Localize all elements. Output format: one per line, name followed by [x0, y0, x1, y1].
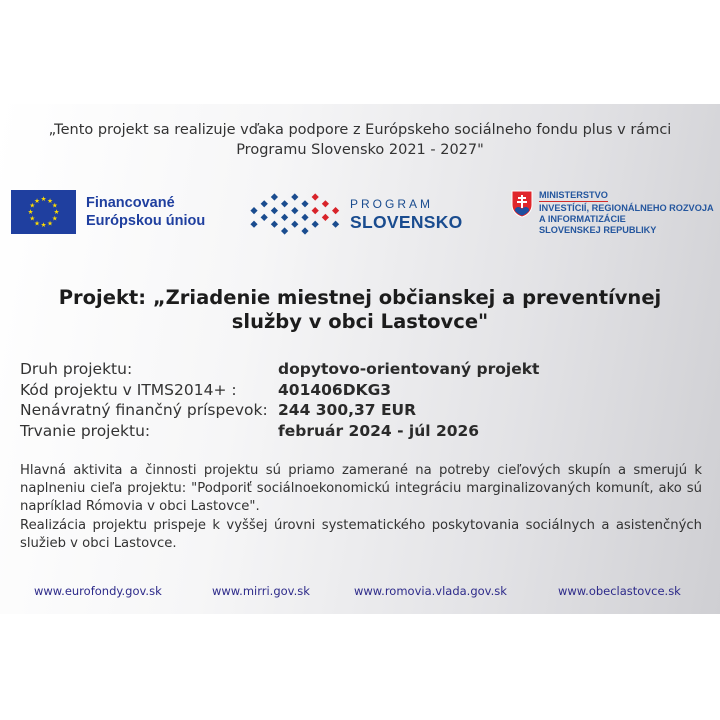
link-mirri[interactable]: www.mirri.gov.sk: [212, 584, 310, 598]
project-description: [20, 462, 702, 553]
eu-star-icon: ★: [51, 214, 58, 223]
program-slovensko-diamond: [250, 221, 257, 228]
funding-statement: [10, 120, 710, 160]
eu-funding-logo: [11, 190, 205, 234]
detail-label: Kód projektu v ITMS2014+ :: [20, 380, 237, 399]
project-title-line-2: služby v obci Lastovce": [231, 310, 489, 333]
link-obeclastovce[interactable]: www.obeclastovce.sk: [558, 584, 681, 598]
detail-value: dopytovo-orientovaný projekt: [278, 360, 540, 379]
program-slovensko-diamond: [312, 207, 319, 214]
program-slovensko-diamond: [291, 221, 298, 228]
ministry-line-4: SLOVENSKEJ REPUBLIKY: [539, 225, 657, 235]
funding-statement-line-1: „Tento projekt sa realizuje vďaka podpore z Európskeho sociálneho fondu plus v rámci: [48, 122, 672, 138]
description-paragraph-1: Hlavná aktivita a činnosti projektu sú priamo zamerané na potreby cieľových skupín a smerujú k naplneniu cieľa projektu: "Podporiť sociálnoekonomickú integráciu marginalizovaných komunít, ako sú napríklad Rómovia v obci Lastovce".: [20, 463, 702, 515]
program-slovensko-logo: [248, 192, 463, 236]
eu-star-icon: ★: [53, 208, 60, 217]
program-slovensko-mark: [248, 192, 342, 236]
eu-star-icon: ★: [40, 221, 47, 230]
eu-star-icon: ★: [34, 196, 40, 205]
program-slovensko-diamond: [261, 214, 268, 221]
project-details: [20, 359, 710, 441]
program-slovensko-diamond: [312, 221, 319, 228]
eu-star-icon: ★: [34, 219, 40, 228]
detail-value: február 2024 - júl 2026: [278, 421, 480, 440]
eu-star-icon: ★: [51, 201, 58, 210]
eu-star-icon: ★: [40, 195, 47, 204]
ministry-logo: [511, 190, 714, 236]
detail-label: Trvanie projektu:: [20, 421, 151, 440]
program-slovensko-diamond: [281, 200, 288, 207]
program-slovensko-diamond: [281, 227, 288, 234]
project-title: [12, 286, 708, 334]
ministry-text: [539, 190, 714, 236]
eu-star-icon: ★: [27, 208, 34, 217]
detail-row: [20, 400, 710, 421]
program-slovensko-diamond: [332, 207, 339, 214]
ministry-line-3: A INFORMATIZÁCIE: [539, 214, 626, 224]
program-slovensko-text: [350, 196, 463, 232]
program-slovensko-bottom: SLOVENSKO: [350, 212, 463, 232]
ministry-line-1: MINISTERSTVO: [539, 190, 608, 200]
program-slovensko-diamond: [301, 214, 308, 221]
website-links: [0, 584, 720, 602]
detail-value: 401406DKG3: [278, 380, 392, 399]
description-paragraph-2: Realizácia projektu prispeje k vyššej úrovni systematického poskytovania sociálnych a asistenčných služieb v obci Lastovce.: [20, 517, 702, 551]
program-slovensko-diamond: [271, 207, 278, 214]
eu-star-icon: ★: [47, 219, 53, 228]
funding-statement-line-2: Programu Slovensko 2021 - 2027": [236, 142, 484, 158]
program-slovensko-diamond: [322, 200, 329, 207]
logo-strip: [0, 188, 720, 244]
program-slovensko-diamond: [271, 221, 278, 228]
program-slovensko-diamond: [250, 207, 257, 214]
detail-label: Druh projektu:: [20, 360, 133, 379]
detail-row: [20, 380, 710, 401]
project-title-line-1: Projekt: „Zriadenie miestnej občianskej a preventívnej: [58, 286, 662, 309]
detail-label: Nenávratný finančný príspevok:: [20, 401, 268, 420]
program-slovensko-diamond: [322, 214, 329, 221]
detail-row: [20, 421, 710, 442]
program-slovensko-diamond: [301, 200, 308, 207]
program-slovensko-diamond: [271, 193, 278, 200]
program-slovensko-top: PROGRAM: [350, 197, 434, 211]
eu-funding-line-2: Európskou úniou: [86, 213, 206, 229]
program-slovensko-diamond: [281, 214, 288, 221]
ministry-line-2: INVESTÍCIÍ, REGIONÁLNEHO ROZVOJA: [539, 203, 714, 213]
link-romovia[interactable]: www.romovia.vlada.gov.sk: [354, 584, 507, 598]
eu-flag-icon: [11, 190, 76, 234]
program-slovensko-diamond: [301, 227, 308, 234]
program-slovensko-diamond: [291, 193, 298, 200]
eu-star-icon: ★: [29, 201, 36, 210]
eu-star-icon: ★: [29, 214, 36, 223]
program-slovensko-diamond: [332, 221, 339, 228]
slovak-coat-of-arms-icon: [511, 190, 533, 218]
link-eurofondy[interactable]: www.eurofondy.gov.sk: [34, 584, 162, 598]
program-slovensko-diamond: [261, 200, 268, 207]
eu-funding-line-1: Financované: [86, 195, 175, 211]
program-slovensko-diamond: [291, 207, 298, 214]
detail-value: 244 300,37 EUR: [278, 401, 417, 420]
program-slovensko-diamond: [312, 193, 319, 200]
eu-funding-text: [86, 194, 205, 230]
detail-row: [20, 359, 710, 380]
eu-star-icon: ★: [47, 196, 53, 205]
